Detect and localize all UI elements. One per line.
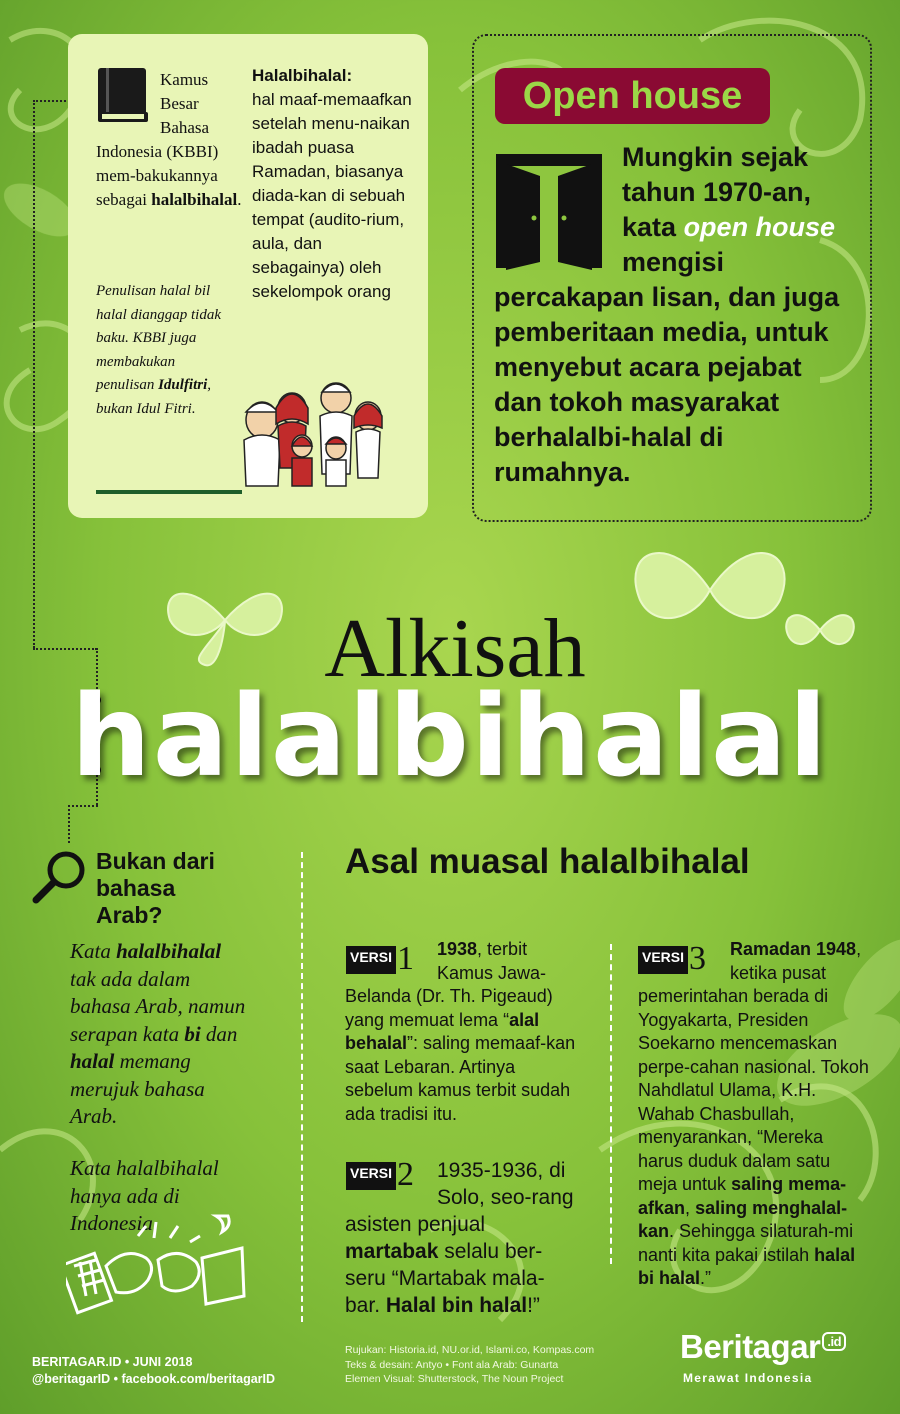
bahasa-paragraph: Kata halalbihalal tak ada dalam bahasa Arab, namun serapan kata bi dan halal memang merujuk bahasa Arab. — [70, 939, 246, 1128]
asal-title: Asal muasal halalbihalal — [345, 842, 750, 881]
versi-2-badge: VERSI 2 — [346, 1160, 414, 1190]
divider — [96, 490, 242, 494]
definition-term: Halalbihalal: — [252, 66, 353, 85]
brand-tagline: Merawat Indonesia — [683, 1371, 813, 1385]
connector-line — [68, 805, 70, 843]
bahasa-title: Bukan dari bahasa Arab? — [96, 848, 215, 928]
kbbi-note: Penulisan halal bil halal dianggap tidak baku. KBBI juga membakukan penulisan Idulfitri, bukan Idul Fitri. — [96, 283, 221, 417]
connector-line — [68, 805, 98, 807]
footer-ref: Elemen Visual: Shutterstock, The Noun Project — [345, 1373, 564, 1385]
column-divider — [301, 852, 303, 1322]
open-house-title: Open house — [495, 68, 770, 124]
footer-social: @beritagarID • facebook.com/beritagarID — [32, 1372, 276, 1386]
open-house-text: Mungkin sejak tahun 1970-an, kata open house mengisi percakapan lisan, dan juga pemberitaan media, untuk menyebut acara pejabat dan tokoh masyarakat berhalalbi-halal di rumahnya. — [494, 142, 840, 487]
versi-3-badge: VERSI 3 — [638, 944, 706, 974]
definition-text: hal maaf-memaafkan setelah menu-naikan ibadah puasa Ramadan, biasanya diada-kan di sebuah tempat (audito-rium, aula, dan sebagainya) oleh sekelompok orang — [252, 90, 412, 301]
footer-date: BERITAGAR.ID • JUNI 2018 — [32, 1355, 193, 1369]
footer-references — [345, 1343, 594, 1387]
kbbi-intro: Kamus Besar Bahasa — [160, 70, 210, 137]
headline-main: halalbihalal — [71, 672, 829, 802]
family-illustration — [240, 368, 390, 490]
brand-logo[interactable]: Beritagar .id — [680, 1328, 846, 1366]
search-icon — [32, 848, 88, 904]
versi-1-badge: VERSI 1 — [346, 944, 414, 974]
versi-1-text: 1938, terbit Kamus Jawa-Belanda (Dr. Th. Pigeaud) yang memuat lema “alal behalal”: saling memaaf-kan saat Lebaran. Artinya sebelum kamus terbit sudah ada tradisi itu. — [345, 939, 576, 1124]
footer-ref: Rujukan: Historia.id, NU.or.id, Islami.co, Kompas.com — [345, 1344, 595, 1356]
connector-line — [33, 100, 35, 648]
door-icon-space — [494, 140, 622, 270]
open-house-highlight: open house — [683, 212, 836, 242]
versi-2-text: 1935-1936, di Solo, seo-rang asisten penjual martabak selalu ber-seru “Martabak mala-bar. Halal bin halal!” — [345, 1159, 574, 1317]
bahasa-paragraph-2: Kata halalbihalal hanya ada di Indonesia. — [70, 1156, 219, 1235]
book-icon — [96, 66, 150, 124]
versi-3-text: Ramadan 1948, ketika pusat pemerintahan berada di Yogyakarta, Presiden Soekarno mencemaskan perpe-cahan nasional. Tokoh Nahdlatul Ulama, K.H. Wahab Chasbullah, menyarankan, “Mereka harus duduk dalam satu meja untuk saling mema-afkan, saling menghalal-kan. Sehingga silaturah-mi nanti kita pakai istilah halal bi halal.” — [638, 939, 869, 1288]
footer-credits — [32, 1354, 275, 1388]
version-divider — [610, 944, 612, 1264]
definition — [252, 64, 412, 304]
hands-illustration — [66, 1196, 246, 1316]
headline-top: Alkisah — [324, 602, 586, 695]
kbbi-body: Indonesia (KBBI) mem-bakukannya sebagai halalbihalal. — [96, 142, 242, 209]
footer-ref: Teks & desain: Antyo • Font ala Arab: Gunarta — [345, 1358, 559, 1371]
